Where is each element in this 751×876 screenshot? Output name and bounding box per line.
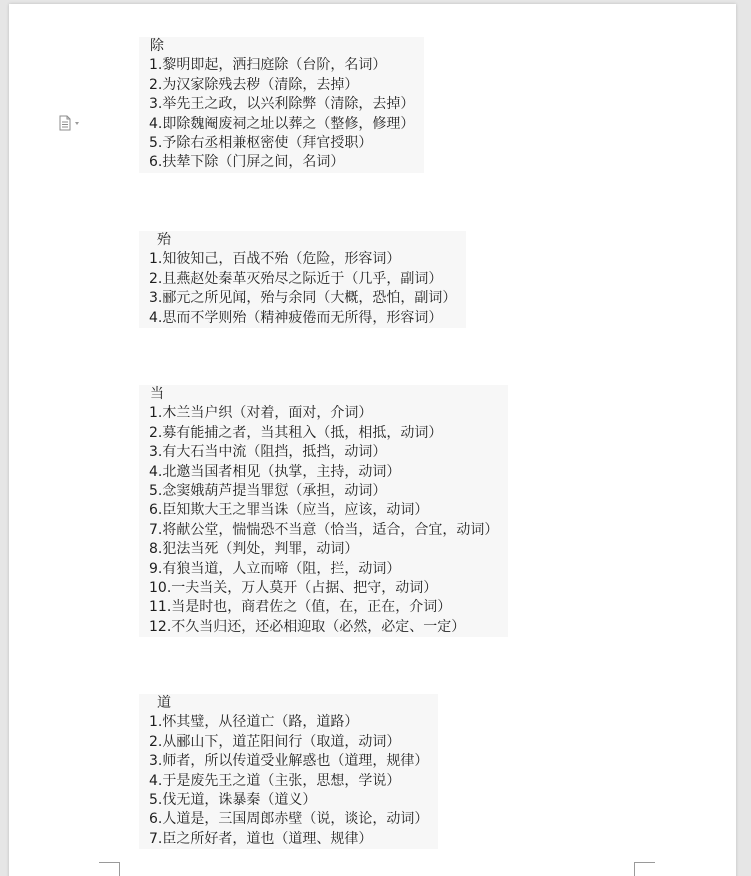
list-item: 10.一夫当关，万人莫开（占据、把守，动词） bbox=[149, 580, 438, 597]
list-item: 1.知彼知己，百战不殆（危险，形容词） bbox=[149, 251, 401, 268]
list-item: 11.当是时也，商君佐之（值，在，正在，介词） bbox=[149, 599, 452, 616]
list-item: 2.从郦山下，道芷阳间行（取道，动词） bbox=[149, 733, 401, 750]
list-item: 5.予除右丞相兼枢密使（拜官授职） bbox=[149, 135, 373, 152]
list-item: 6.扶辇下除（门屏之间，名词） bbox=[149, 154, 345, 171]
list-item: 4.北邀当国者相见（执掌，主持，动词） bbox=[149, 463, 401, 480]
list-item: 3.郦元之所见闻，殆与余同（大概，恐怕，副词） bbox=[149, 290, 457, 307]
document-options-icon[interactable] bbox=[57, 115, 85, 131]
document-page bbox=[9, 4, 736, 876]
section-heading: 除 bbox=[150, 38, 164, 54]
section-chu bbox=[139, 37, 424, 173]
list-item: 6.人道是，三国周郎赤壁（说，谈论，动词） bbox=[149, 811, 429, 828]
section-heading: 道 bbox=[157, 695, 171, 711]
list-item: 3.有大石当中流（阻挡，抵挡，动词） bbox=[149, 444, 387, 461]
list-item: 2.募有能捕之者，当其租入（抵，相抵，动词） bbox=[149, 424, 443, 441]
section-heading: 当 bbox=[150, 386, 164, 402]
section-dang bbox=[139, 385, 508, 637]
list-item: 2.为汉家除残去秽（清除，去掉） bbox=[149, 76, 359, 93]
list-item: 1.木兰当户织（对着，面对，介词） bbox=[149, 405, 373, 422]
section-heading: 殆 bbox=[157, 232, 171, 248]
list-item: 7.臣之所好者，道也（道理、规律） bbox=[149, 830, 373, 847]
list-item: 12.不久当归还，还必相迎取（必然，必定、一定） bbox=[149, 618, 466, 635]
list-item: 3.师者，所以传道受业解惑也（道理，规律） bbox=[149, 753, 429, 770]
list-item: 5.伐无道，诛暴秦（道义） bbox=[149, 792, 317, 809]
page-corner-mark-left bbox=[99, 862, 120, 876]
section-dao bbox=[139, 694, 438, 849]
list-item: 1.黎明即起，洒扫庭除（台阶，名词） bbox=[149, 57, 387, 74]
list-item: 2.且燕赵处秦革灭殆尽之际近于（几乎，副词） bbox=[149, 270, 443, 287]
list-item: 9.有狼当道，人立而啼（阻，拦，动词） bbox=[149, 560, 401, 577]
list-item: 4.于是废先王之道（主张，思想，学说） bbox=[149, 772, 401, 789]
section-dai bbox=[139, 231, 466, 328]
list-item: 4.即除魏阉废祠之址以葬之（整修，修理） bbox=[149, 115, 415, 132]
list-item: 1.怀其璧，从径道亡（路，道路） bbox=[149, 714, 359, 731]
list-item: 7.将献公堂，惴惴恐不当意（恰当，适合，合宜，动词） bbox=[149, 521, 499, 538]
page-corner-mark-right bbox=[634, 862, 655, 876]
list-item: 5.念窦娥葫芦提当罪愆（承担，动词） bbox=[149, 483, 387, 500]
list-item: 3.举先王之政，以兴利除弊（清除，去掉） bbox=[149, 96, 415, 113]
list-item: 6.臣知欺大王之罪当诛（应当，应该，动词） bbox=[149, 502, 429, 519]
list-item: 4.思而不学则殆（精神疲倦而无所得，形容词） bbox=[149, 309, 443, 326]
list-item: 8.犯法当死（判处，判罪，动词） bbox=[149, 541, 359, 558]
